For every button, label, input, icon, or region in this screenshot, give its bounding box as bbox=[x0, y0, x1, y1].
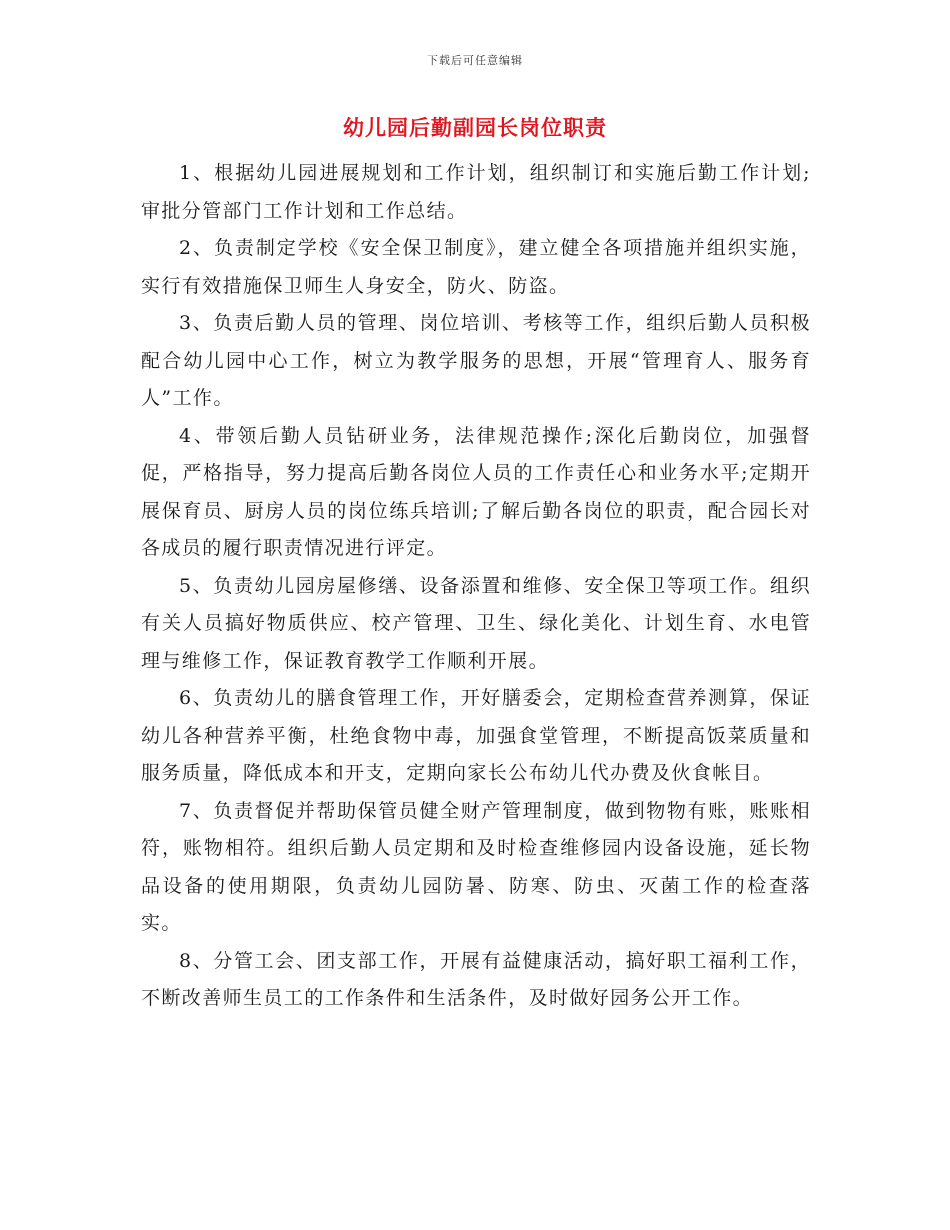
document-body bbox=[141, 155, 811, 1018]
paragraph-6: 6、负责幼儿的膳食管理工作，开好膳委会，定期检查营养测算，保证幼儿各种营养平衡，杜绝食物中毒，加强食堂管理，不断提高饭菜质量和服务质量，降低成本和开支，定期向家长公布幼儿代办费及伙食帐目。 bbox=[141, 687, 811, 784]
paragraph-4: 4、带领后勤人员钻研业务，法律规范操作;深化后勤岗位，加强督促，严格指导，努力提高后勤各岗位人员的工作责任心和业务水平;定期开展保育员、厨房人员的岗位练兵培训;了解后勤各岗位的职责，配合园长对各成员的履行职责情况进行评定。 bbox=[141, 424, 811, 559]
header-note: 下载后可任意编辑 bbox=[427, 54, 523, 67]
document-title: 幼儿园后勤副园长岗位职责 bbox=[343, 116, 607, 140]
paragraph-8: 8、分管工会、团支部工作，开展有益健康活动，搞好职工福利工作，不断改善师生员工的工作条件和生活条件，及时做好园务公开工作。 bbox=[141, 949, 811, 1009]
paragraph-5: 5、负责幼儿园房屋修缮、设备添置和维修、安全保卫等项工作。组织有关人员搞好物质供应、校产管理、卫生、绿化美化、计划生育、水电管理与维修工作，保证教育教学工作顺利开展。 bbox=[141, 574, 811, 672]
paragraph-2: 2、负责制定学校《安全保卫制度》，建立健全各项措施并组织实施，实行有效措施保卫师生人身安全，防火、防盗。 bbox=[141, 237, 811, 297]
paragraph-3: 3、负责后勤人员的管理、岗位培训、考核等工作，组织后勤人员积极配合幼儿园中心工作，树立为教学服务的思想，开展“管理育人、服务育人”工作。 bbox=[141, 312, 811, 409]
paragraph-7: 7、负责督促并帮助保管员健全财产管理制度，做到物物有账，账账相符，账物相符。组织后勤人员定期和及时检查维修园内设备设施，延长物品设备的使用期限，负责幼儿园防暑、防寒、防虫、灭菌工作的检查落实。 bbox=[141, 799, 811, 934]
paragraph-1: 1、根据幼儿园进展规划和工作计划，组织制订和实施后勤工作计划;审批分管部门工作计划和工作总结。 bbox=[141, 162, 811, 222]
